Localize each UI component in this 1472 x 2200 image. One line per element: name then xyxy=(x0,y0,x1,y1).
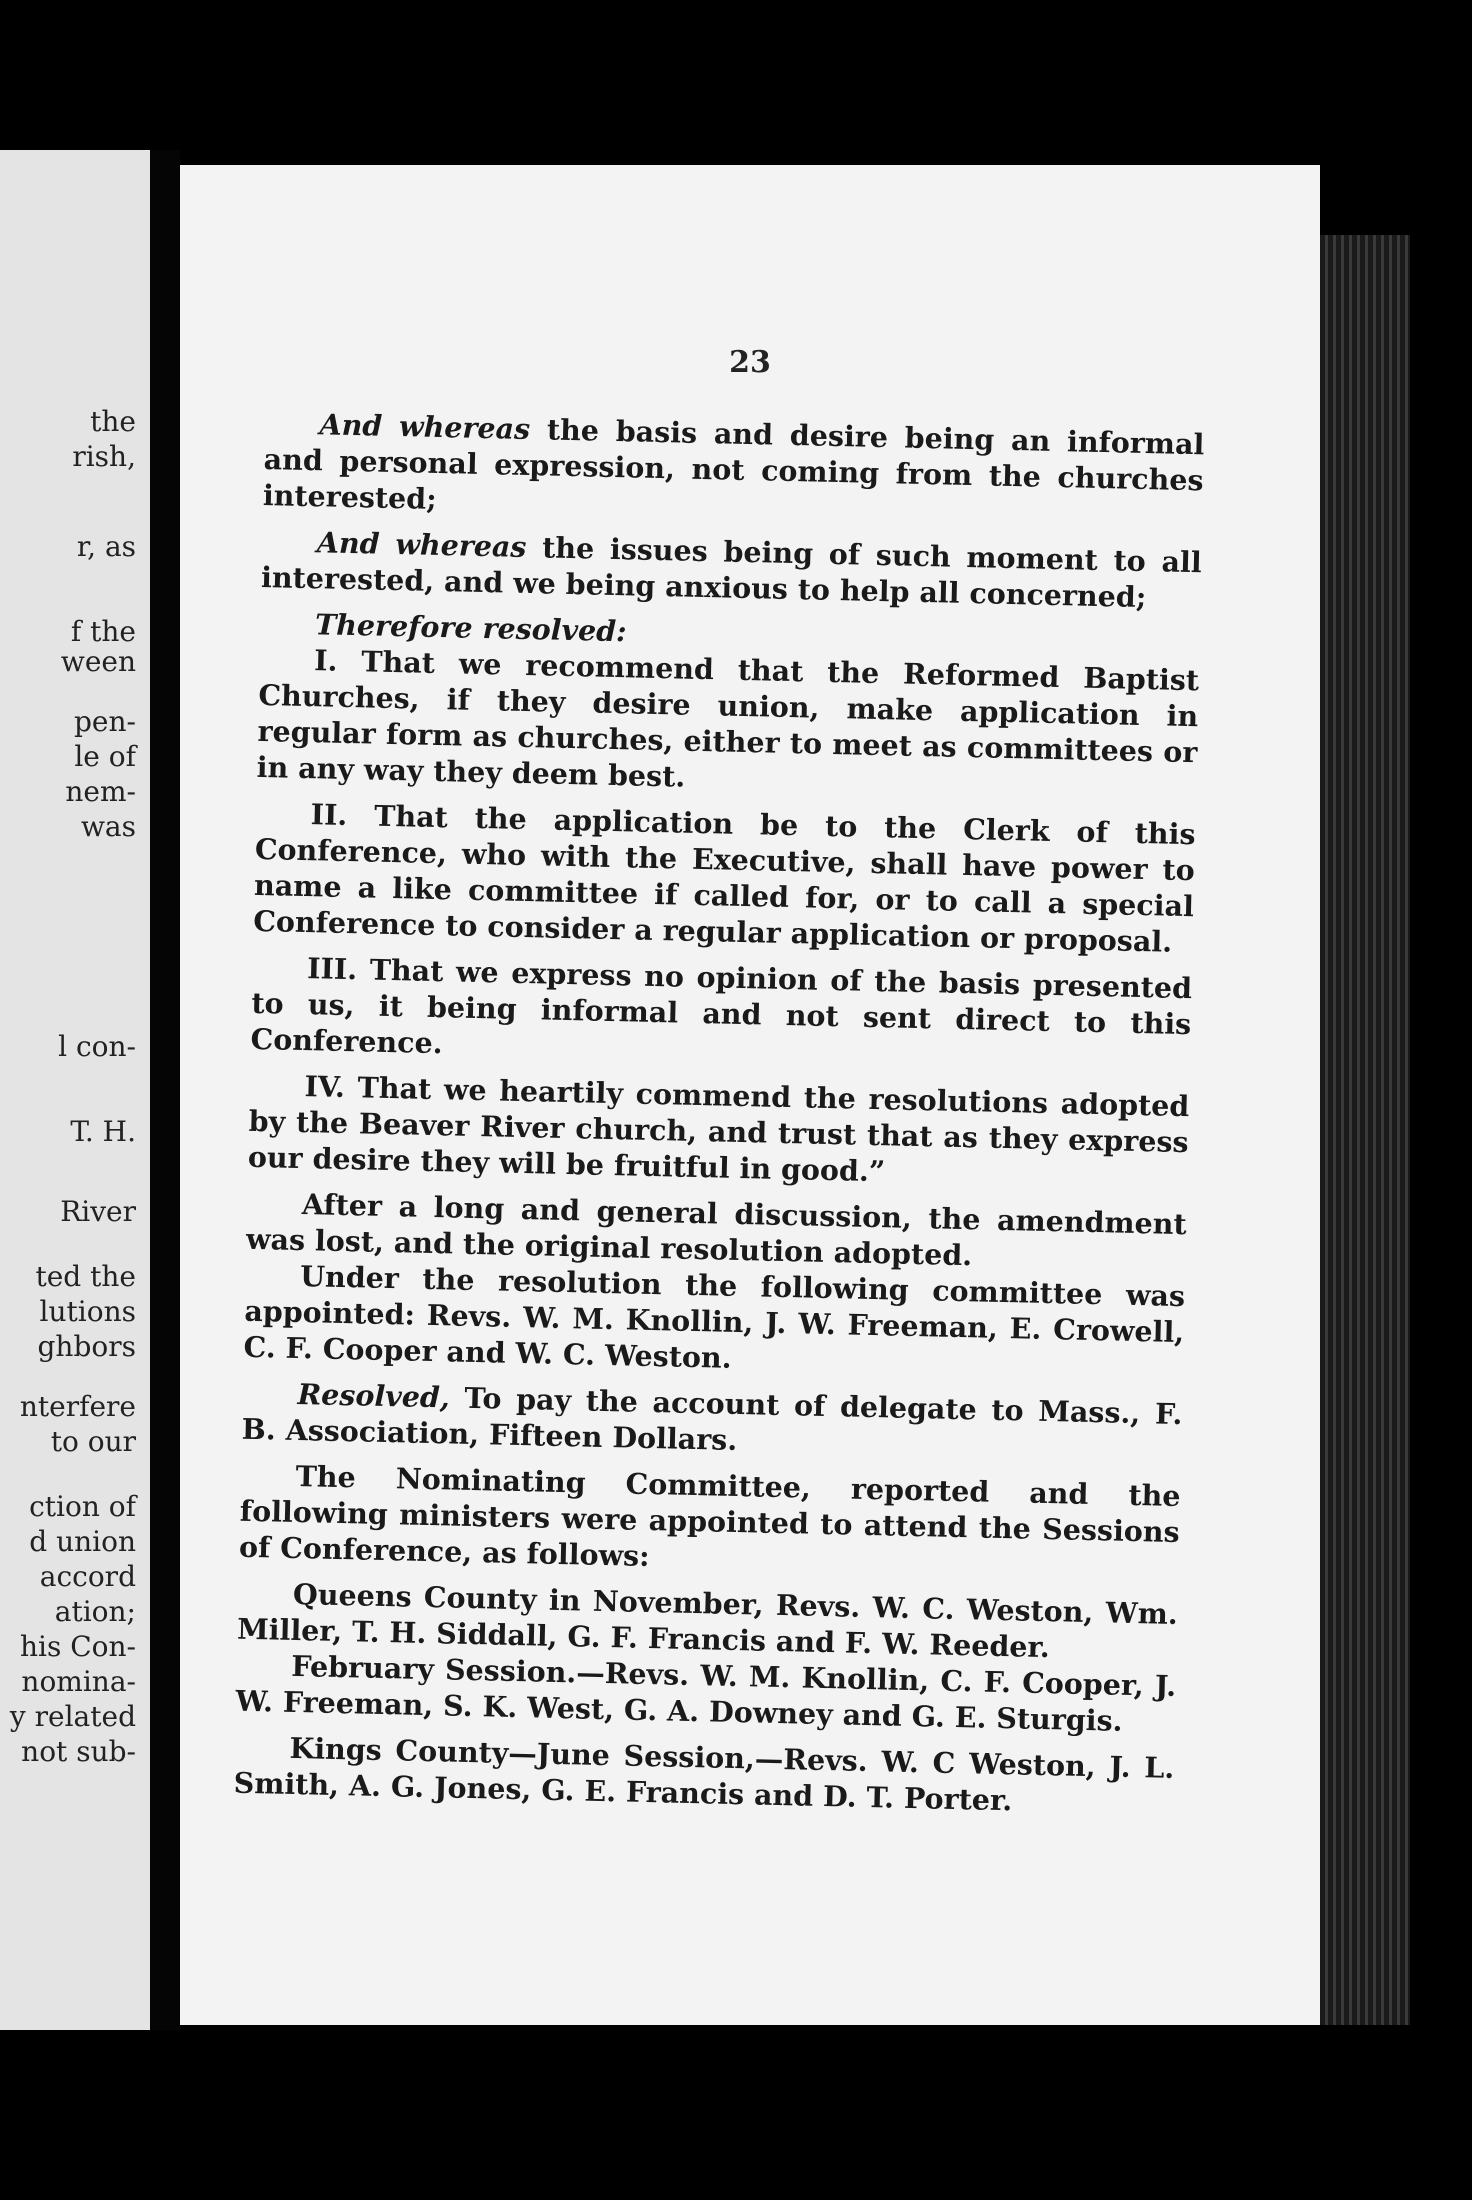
paragraph xyxy=(261,523,1202,616)
italic-lead: And whereas xyxy=(319,407,531,447)
left-text-fragment: nem- xyxy=(65,775,136,808)
paragraph-text: Kings County—June Session,—Revs. W. C Weston, J. L. Smith, A. G. Jones, G. E. Francis and D. T. Porter. xyxy=(233,1730,1175,1818)
paragraph-text: Under the resolution the following committee was appointed: Revs. W. M. Knollin, J. W. Freeman, E. Crowell, C. F. Cooper and W. C. Weston. xyxy=(243,1259,1186,1375)
paragraph-text: II. That the application be to the Clerk of this Conference, who with the Executive, shall have power to name a like committee if called for, or to call a special Conference to consider a regular application or proposal. xyxy=(252,797,1196,959)
paragraph xyxy=(233,1729,1174,1822)
left-text-fragment: r, as xyxy=(76,530,136,563)
left-text-fragment: T. H. xyxy=(70,1115,136,1148)
left-text-fragment: to our xyxy=(50,1425,136,1458)
paragraph-text: IV. That we heartily commend the resolutions adopted by the Beaver River church, and trust that as they express our desire they will be fruitful in good.” xyxy=(247,1069,1190,1189)
paragraph-text: the issues being of such moment to all interested, and we being anxious to help all concerned; xyxy=(260,529,1203,615)
left-text-fragment: ghbors xyxy=(37,1330,136,1363)
italic-lead: And whereas xyxy=(316,525,527,564)
left-text-fragment: nomina- xyxy=(21,1665,136,1698)
left-text-fragment: rish, xyxy=(72,440,136,473)
resolution-item xyxy=(253,795,1196,960)
left-text-fragment: le of xyxy=(74,740,136,773)
paragraph-text: I. That we recommend that the Reformed Baptist Churches, if they desire union, make application in regular form as churches, either to meet as committees or in any way they deem best. xyxy=(256,643,1200,794)
paragraph-text: III. That we express no opinion of the basis presented to us, it being informal and not sent direct to this Conference. xyxy=(250,951,1193,1061)
left-text-fragment: ction of xyxy=(29,1490,136,1523)
left-text-fragment: lutions xyxy=(39,1295,136,1328)
page-block-edge xyxy=(1320,235,1410,2025)
paragraph xyxy=(243,1257,1185,1386)
left-text-fragment: pen- xyxy=(74,705,136,738)
left-text-fragment: nterfere xyxy=(19,1390,136,1423)
left-text-fragment: accord xyxy=(39,1560,136,1593)
left-text-fragment: his Con- xyxy=(19,1630,136,1663)
resolution-item xyxy=(256,641,1199,806)
paragraph-text: To pay the account of delegate to Mass., F. B. Association, Fifteen Dollars. xyxy=(241,1380,1183,1457)
page-body xyxy=(233,405,1205,1832)
left-text-fragment: d union xyxy=(29,1525,136,1558)
left-text-fragment: ted the xyxy=(35,1260,136,1293)
paragraph-text: the basis and desire being an informal and personal expression, not coming from the churches interested; xyxy=(262,412,1205,516)
book-gutter xyxy=(150,150,180,2030)
paragraph-text: February Session.—Revs. W. M. Knollin, C. F. Cooper, J. W. Freeman, S. K. West, G. A. Downey and G. E. Sturgis. xyxy=(235,1648,1177,1738)
left-text-fragment: l con- xyxy=(58,1030,136,1063)
left-text-fragment: ween xyxy=(60,645,136,678)
italic-lead: Resolved, xyxy=(297,1376,451,1415)
facing-page-fragment xyxy=(0,150,150,2030)
paragraph-text: After a long and general discussion, the amendment was lost, and the original resolution adopted. xyxy=(245,1187,1188,1273)
left-text-fragment: ation; xyxy=(54,1595,136,1628)
left-text-fragment: was xyxy=(80,810,136,843)
left-text-fragment: the xyxy=(90,405,136,438)
left-text-fragment: River xyxy=(60,1195,136,1228)
paragraph xyxy=(263,405,1205,534)
paragraph-text: The Nominating Committee, reported and the following ministers were appointed to attend the Sessions of Conference, as follows: xyxy=(238,1458,1181,1574)
page-number: 23 xyxy=(729,345,771,380)
paragraph xyxy=(241,1375,1182,1468)
paragraph-text: Queens County in November, Revs. W. C. Weston, Wm. Miller, T. H. Siddall, G. F. Francis and F. W. Reeder. xyxy=(236,1576,1179,1665)
left-text-fragment: not sub- xyxy=(21,1735,136,1768)
left-text-fragment: f the xyxy=(70,615,136,648)
resolution-item xyxy=(250,949,1192,1078)
resolution-item xyxy=(248,1067,1190,1196)
left-text-fragment: y related xyxy=(9,1700,136,1733)
italic-lead: Therefore resolved: xyxy=(314,607,628,649)
main-page xyxy=(180,165,1320,2025)
paragraph xyxy=(239,1457,1181,1586)
